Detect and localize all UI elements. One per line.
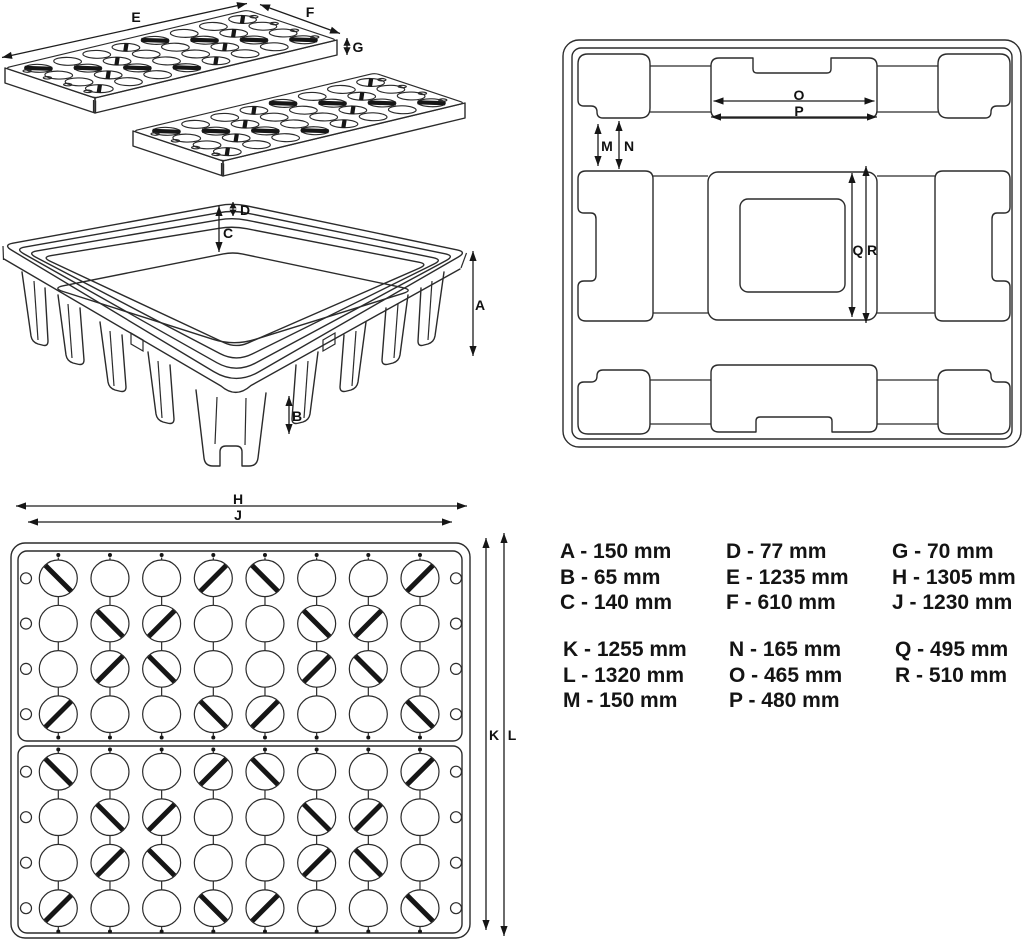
anti-slip-slash: [356, 611, 382, 637]
drum-hole: [156, 42, 195, 53]
leg-edge: [158, 361, 162, 418]
tick-dot: [108, 553, 112, 557]
dim-label-H: H: [232, 491, 244, 507]
drum-hole: [91, 890, 129, 927]
side-hole: [210, 153, 222, 156]
drum-hole: [39, 605, 77, 642]
basin-leg: [340, 322, 366, 392]
dim-label-E: E: [131, 9, 141, 25]
drum-hole: [401, 844, 439, 881]
tick-dot: [263, 553, 267, 557]
tick-dot: [160, 748, 164, 752]
anti-slip-slash: [97, 656, 123, 682]
tick-dot: [263, 930, 267, 934]
iso-view: [2, 2, 485, 466]
tick-dot: [366, 736, 370, 740]
dim-arrow-N: [615, 121, 622, 169]
leg-edge: [34, 281, 38, 340]
tick-dot: [315, 930, 319, 934]
tick-dot: [108, 930, 112, 934]
drum-hole: [349, 890, 387, 927]
side-hole: [289, 29, 301, 32]
drum-hole: [138, 69, 177, 80]
legend-item: N - 165 mm: [729, 638, 842, 662]
drum-hole: [266, 132, 305, 143]
legend-item: M - 150 mm: [563, 689, 678, 713]
drum-hole: [401, 799, 439, 836]
foot-top-left: [578, 54, 650, 118]
dim-label-G: G: [352, 39, 364, 55]
foot-bottom-left: [578, 370, 650, 434]
side-hole: [396, 85, 408, 88]
anti-slip-slash: [149, 656, 175, 682]
grate-side-face: [5, 68, 95, 113]
iso-grate-1: [5, 10, 337, 98]
side-hole: [21, 766, 32, 777]
tick-dot: [160, 553, 164, 557]
tick-dot: [315, 553, 319, 557]
drum-hole: [298, 696, 336, 733]
dim-label-D: D: [239, 202, 251, 218]
drum-hole: [237, 139, 276, 150]
side-hole: [21, 663, 32, 674]
anti-slip-slash: [252, 701, 278, 727]
grate-2-plan: [18, 746, 462, 933]
drum-hole: [349, 696, 387, 733]
side-hole: [62, 83, 74, 86]
drum-hole: [143, 753, 181, 790]
legend-item: E - 1235 mm: [726, 565, 849, 589]
leg-edge: [215, 397, 217, 444]
dim-label-R: R: [866, 242, 878, 258]
anti-slip-slash: [149, 611, 175, 637]
dim-label-F: F: [305, 4, 315, 20]
anti-slip-slash: [252, 895, 278, 921]
drum-hole: [293, 91, 332, 102]
center-block-recess: [740, 199, 845, 292]
side-hole: [170, 139, 182, 142]
side-hole: [376, 78, 388, 81]
leg-edge: [110, 331, 114, 386]
wall-tab: [131, 333, 143, 351]
dim-label-J: J: [234, 507, 242, 523]
anti-slip-slash: [407, 701, 433, 727]
tick-dot: [56, 748, 60, 752]
side-hole: [21, 857, 32, 868]
connector-ribs: [650, 66, 938, 424]
anti-slip-slash: [97, 850, 123, 876]
side-hole: [451, 573, 462, 584]
basin-skirt: [4, 259, 460, 392]
dim-label-Q: Q: [852, 242, 864, 258]
side-hole: [268, 22, 280, 25]
anti-slip-slash: [407, 566, 433, 592]
drum-hole: [48, 56, 87, 67]
tick-dot: [366, 930, 370, 934]
drum-hole: [127, 49, 166, 60]
drum-hole: [77, 49, 116, 60]
leg-edge: [304, 361, 308, 418]
tick-dot: [211, 736, 215, 740]
dim-label-K: K: [488, 727, 500, 743]
drum-hole: [298, 890, 336, 927]
legend-item: K - 1255 mm: [563, 638, 687, 662]
anti-slip-slash: [149, 850, 175, 876]
anti-slip-slash: [356, 850, 382, 876]
anti-slip-slash: [407, 895, 433, 921]
drum-hole: [205, 112, 244, 123]
leg-edge: [245, 398, 246, 445]
anti-slip-slash: [97, 611, 123, 637]
tick-dot: [263, 736, 267, 740]
side-hole: [451, 766, 462, 777]
basin-leg: [100, 322, 126, 392]
legend-item: G - 70 mm: [892, 540, 994, 563]
drum-hole: [246, 605, 284, 642]
legend-item: C - 140 mm: [560, 591, 673, 615]
dim-arrow-L: [500, 533, 507, 936]
basin-leg: [58, 295, 84, 365]
plan-grate-holes: [21, 553, 462, 934]
tick-dot: [108, 736, 112, 740]
legend-item: B - 65 mm: [560, 565, 661, 589]
drum-hole: [246, 799, 284, 836]
leg-edge: [68, 304, 72, 358]
drum-hole: [194, 21, 233, 32]
drum-hole: [255, 41, 294, 52]
side-hole: [451, 709, 462, 720]
tick-dot: [366, 553, 370, 557]
tick-dot: [418, 553, 422, 557]
tick-dot: [418, 736, 422, 740]
leg-edge: [428, 281, 432, 340]
side-hole: [190, 146, 202, 149]
basin-front-leg: [196, 390, 266, 466]
side-hole: [451, 903, 462, 914]
drum-hole: [147, 55, 186, 66]
grate-side-face: [133, 131, 223, 176]
tick-dot: [315, 736, 319, 740]
grate-1-plan: [18, 551, 462, 741]
drum-hole: [176, 48, 215, 59]
drum-hole: [109, 76, 148, 87]
drum-hole: [401, 605, 439, 642]
basin-leg: [148, 352, 174, 424]
anti-slip-slash: [304, 850, 330, 876]
legend-item: Q - 495 mm: [895, 638, 1009, 662]
anti-slip-slash: [46, 701, 72, 727]
legend-column-3: [892, 539, 1024, 688]
drum-hole: [349, 753, 387, 790]
drum-hole: [143, 696, 181, 733]
anti-slip-slash: [201, 701, 227, 727]
side-hole: [451, 812, 462, 823]
drum-hole: [354, 111, 393, 122]
drum-hole: [143, 890, 181, 927]
anti-slip-slash: [356, 656, 382, 682]
legend-item: A - 150 mm: [560, 540, 672, 563]
anti-slip-slash: [201, 566, 227, 592]
legend-item: P - 480 mm: [729, 689, 840, 713]
anti-slip-slash: [407, 759, 433, 785]
dim-label-B: B: [291, 408, 303, 424]
basin-legs-right: [292, 272, 444, 424]
anti-slip-slash: [304, 656, 330, 682]
side-hole: [82, 90, 94, 93]
drum-hole: [401, 651, 439, 688]
side-hole: [21, 709, 32, 720]
anti-slip-slash: [252, 566, 278, 592]
grate-top-face: [5, 10, 337, 98]
basin-leg: [418, 272, 444, 346]
foot-top-right: [938, 54, 1010, 118]
drum-hole: [194, 799, 232, 836]
drum-hole: [226, 48, 265, 59]
anti-slip-slash: [97, 804, 123, 830]
tick-dot: [160, 736, 164, 740]
anti-slip-slash: [46, 895, 72, 921]
dim-label-C: C: [222, 225, 234, 241]
drum-hole: [143, 560, 181, 597]
anti-slip-slash: [252, 759, 278, 785]
tick-dot: [366, 748, 370, 752]
side-hole: [451, 618, 462, 629]
anti-slip-slash: [304, 804, 330, 830]
dim-label-O: O: [793, 87, 805, 103]
legend-item: H - 1305 mm: [892, 565, 1016, 589]
tick-dot: [418, 930, 422, 934]
side-hole: [21, 812, 32, 823]
tick-dot: [56, 736, 60, 740]
dim-label-N: N: [623, 138, 635, 154]
drum-hole: [383, 104, 422, 115]
tick-dot: [211, 930, 215, 934]
drum-hole: [91, 560, 129, 597]
drum-hole: [275, 118, 314, 129]
tick-dot: [211, 748, 215, 752]
tick-dot: [418, 748, 422, 752]
dim-label-P: P: [794, 103, 804, 119]
drum-hole: [165, 28, 204, 39]
legend-item: D - 77 mm: [726, 540, 827, 563]
legend-item: R - 510 mm: [895, 663, 1008, 687]
drum-hole: [246, 651, 284, 688]
drum-hole: [304, 111, 343, 122]
bottom-view: [563, 40, 1021, 447]
basin-floor: [58, 253, 408, 343]
anti-slip-slash: [356, 804, 382, 830]
bottom-view-dimensions: [594, 97, 877, 323]
dim-label-A: A: [474, 297, 486, 313]
tick-dot: [108, 748, 112, 752]
anti-slip-slash: [201, 895, 227, 921]
leg-edge: [394, 304, 398, 358]
side-hole: [248, 15, 260, 18]
side-hole: [451, 663, 462, 674]
tick-dot: [56, 553, 60, 557]
drum-hole: [255, 112, 294, 123]
anti-slip-slash: [46, 759, 72, 785]
anti-slip-slash: [201, 759, 227, 785]
anti-slip-slash: [304, 611, 330, 637]
pallet-inner-outline: [572, 48, 1012, 439]
tick-dot: [160, 930, 164, 934]
legend-column-1: [560, 539, 730, 714]
block-middle-left: [578, 171, 653, 321]
side-hole: [21, 903, 32, 914]
drum-hole: [91, 696, 129, 733]
legend-item: F - 610 mm: [726, 591, 836, 615]
drum-hole: [298, 753, 336, 790]
anti-slip-slash: [149, 804, 175, 830]
anti-slip-slash: [46, 566, 72, 592]
block-middle-right: [935, 171, 1010, 321]
dim-label-L: L: [507, 727, 517, 743]
drum-hole: [322, 84, 361, 95]
drum-hole: [39, 844, 77, 881]
iso-dimensions: [2, 2, 477, 434]
drum-hole: [284, 105, 323, 116]
side-hole: [21, 618, 32, 629]
drum-hole: [298, 560, 336, 597]
grate-top-face: [133, 73, 465, 161]
tick-dot: [263, 748, 267, 752]
drum-hole: [349, 560, 387, 597]
legend-item: J - 1230 mm: [892, 591, 1013, 615]
side-hole: [451, 857, 462, 868]
drum-hole: [194, 605, 232, 642]
tick-dot: [211, 553, 215, 557]
iso-basin: [3, 204, 467, 466]
drum-hole: [39, 651, 77, 688]
legend-column-2: [726, 539, 896, 714]
drum-hole: [91, 753, 129, 790]
dim-label-M: M: [601, 138, 613, 154]
drum-hole: [246, 844, 284, 881]
side-hole: [42, 76, 54, 79]
leg-edge: [352, 331, 356, 386]
legend-item: L - 1320 mm: [563, 663, 685, 687]
side-hole: [417, 92, 429, 95]
side-hole: [21, 573, 32, 584]
iso-grate-2: [133, 73, 465, 161]
foot-bottom-middle: [711, 365, 877, 432]
drum-hole: [39, 799, 77, 836]
tick-dot: [315, 748, 319, 752]
drum-hole: [176, 119, 215, 130]
dim-arrow-G: [343, 38, 350, 55]
drum-hole: [194, 844, 232, 881]
foot-bottom-right: [938, 370, 1010, 434]
legend-item: O - 465 mm: [729, 663, 843, 687]
plan-view: [11, 491, 517, 938]
tick-dot: [56, 930, 60, 934]
drum-hole: [194, 651, 232, 688]
